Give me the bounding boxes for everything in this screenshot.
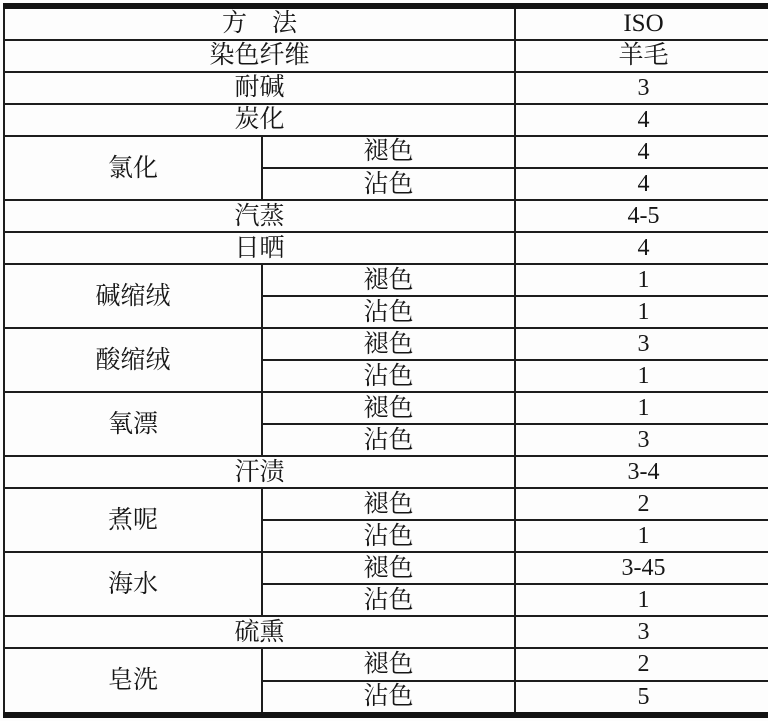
table-row bbox=[4, 328, 768, 360]
table-row bbox=[4, 552, 768, 584]
fade-value-cell: 3 bbox=[515, 328, 768, 360]
method-cell-alkali-resistance: 耐碱 bbox=[4, 72, 515, 104]
header-method-cell: 方 法 bbox=[4, 6, 515, 40]
table-row bbox=[4, 264, 768, 296]
fiber-value-cell: 羊毛 bbox=[515, 40, 768, 72]
stain-label-cell: 沾色 bbox=[262, 520, 515, 552]
fade-label-cell: 褪色 bbox=[262, 488, 515, 520]
table-row bbox=[4, 104, 768, 136]
method-cell-chlorination: 氯化 bbox=[4, 136, 262, 200]
fade-label-cell: 褪色 bbox=[262, 552, 515, 584]
fiber-label-cell: 染色纤维 bbox=[4, 40, 515, 72]
stain-value-cell: 1 bbox=[515, 584, 768, 616]
fade-value-cell: 3-45 bbox=[515, 552, 768, 584]
stain-value-cell: 3 bbox=[515, 424, 768, 456]
fade-label-cell: 褪色 bbox=[262, 136, 515, 168]
method-cell-steaming: 汽蒸 bbox=[4, 200, 515, 232]
table-row bbox=[4, 6, 768, 40]
method-cell-acid-milling: 酸缩绒 bbox=[4, 328, 262, 392]
table-row bbox=[4, 40, 768, 72]
table-row bbox=[4, 456, 768, 488]
table-row bbox=[4, 232, 768, 264]
fade-label-cell: 褪色 bbox=[262, 264, 515, 296]
fade-value-cell: 4 bbox=[515, 136, 768, 168]
value-cell: 4-5 bbox=[515, 200, 768, 232]
fade-label-cell: 褪色 bbox=[262, 648, 515, 680]
fade-value-cell: 2 bbox=[515, 488, 768, 520]
value-cell: 4 bbox=[515, 104, 768, 136]
method-cell-carbonization: 炭化 bbox=[4, 104, 515, 136]
table-row bbox=[4, 200, 768, 232]
value-cell: 3 bbox=[515, 616, 768, 648]
stain-value-cell: 5 bbox=[515, 681, 768, 716]
value-cell: 3-4 bbox=[515, 456, 768, 488]
table-row bbox=[4, 488, 768, 520]
table-row bbox=[4, 72, 768, 104]
stain-label-cell: 沾色 bbox=[262, 424, 515, 456]
method-cell-seawater: 海水 bbox=[4, 552, 262, 616]
stain-label-cell: 沾色 bbox=[262, 296, 515, 328]
fastness-table bbox=[3, 3, 768, 718]
table-row bbox=[4, 648, 768, 680]
stain-value-cell: 1 bbox=[515, 360, 768, 392]
stain-label-cell: 沾色 bbox=[262, 168, 515, 200]
fade-value-cell: 2 bbox=[515, 648, 768, 680]
fade-label-cell: 褪色 bbox=[262, 328, 515, 360]
method-cell-perspiration: 汗渍 bbox=[4, 456, 515, 488]
table-row bbox=[4, 616, 768, 648]
fade-label-cell: 褪色 bbox=[262, 392, 515, 424]
fade-value-cell: 1 bbox=[515, 392, 768, 424]
stain-label-cell: 沾色 bbox=[262, 681, 515, 716]
stain-label-cell: 沾色 bbox=[262, 360, 515, 392]
table-row bbox=[4, 136, 768, 168]
method-cell-soap-washing: 皂洗 bbox=[4, 648, 262, 715]
stain-value-cell: 4 bbox=[515, 168, 768, 200]
table-row bbox=[4, 392, 768, 424]
method-cell-crabbing: 煮呢 bbox=[4, 488, 262, 552]
method-cell-sulfur-fuming: 硫熏 bbox=[4, 616, 515, 648]
value-cell: 4 bbox=[515, 232, 768, 264]
stain-value-cell: 1 bbox=[515, 296, 768, 328]
header-iso-cell: ISO bbox=[515, 6, 768, 40]
method-cell-oxygen-bleaching: 氧漂 bbox=[4, 392, 262, 456]
value-cell: 3 bbox=[515, 72, 768, 104]
method-cell-alkali-milling: 碱缩绒 bbox=[4, 264, 262, 328]
fade-value-cell: 1 bbox=[515, 264, 768, 296]
method-cell-sunlight: 日晒 bbox=[4, 232, 515, 264]
stain-value-cell: 1 bbox=[515, 520, 768, 552]
stain-label-cell: 沾色 bbox=[262, 584, 515, 616]
